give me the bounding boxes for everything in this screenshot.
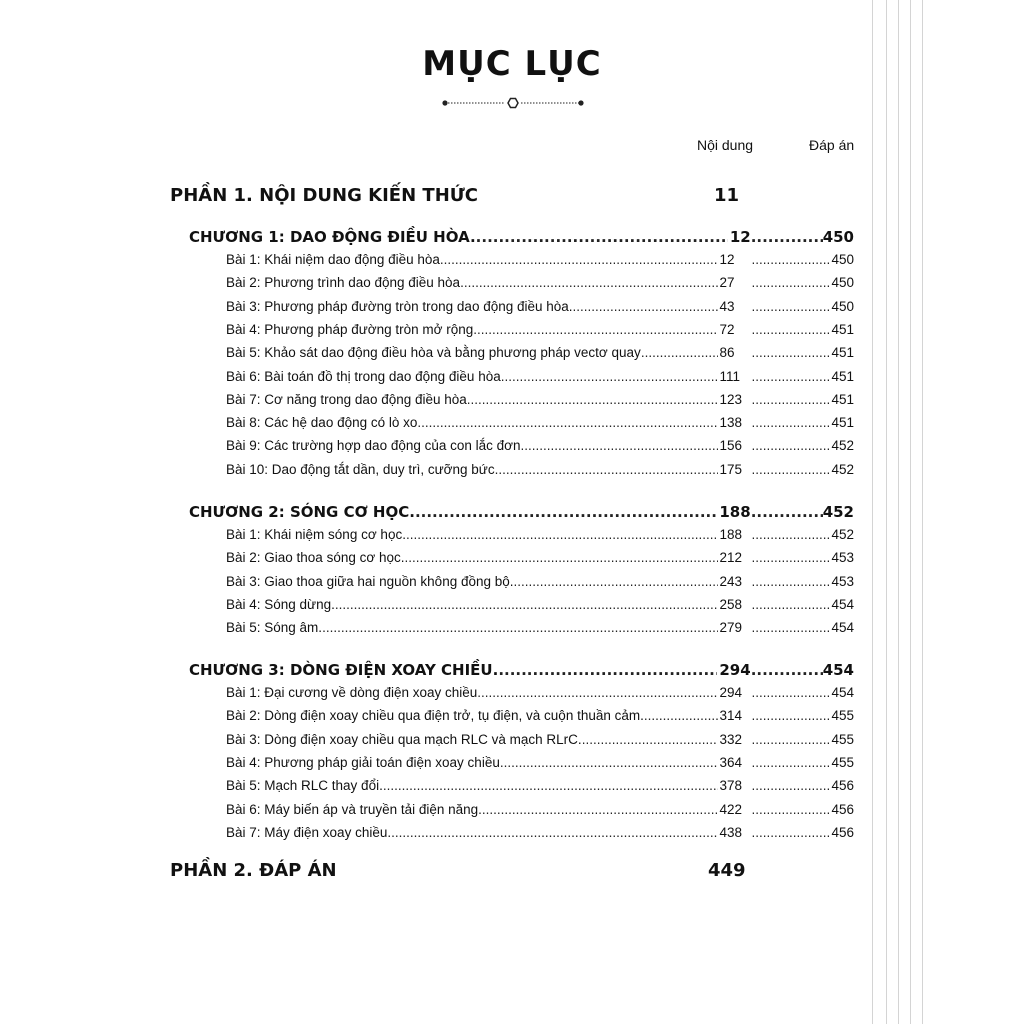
dot-leader xyxy=(476,228,728,246)
lesson-title: Bài 1: Đại cương về dòng điện xoay chiều xyxy=(226,685,478,700)
part-1-page: 11 xyxy=(714,185,740,206)
dot-leader xyxy=(478,802,718,817)
lesson-page: 243 xyxy=(719,573,742,589)
dot-leader xyxy=(391,825,718,840)
lesson-page: 86 xyxy=(719,345,735,361)
chapter-page: 12 xyxy=(729,228,751,246)
lesson-answer-page: 453 xyxy=(831,573,854,589)
lesson-row[interactable] xyxy=(0,299,1024,321)
dot-leader xyxy=(751,732,831,747)
lesson-title: Bài 1: Khái niệm dao động điều hòa xyxy=(226,252,440,267)
lesson-title: Bài 10: Dao động tắt dần, duy trì, cưỡng bức xyxy=(226,461,495,477)
lesson-answer-page: 450 xyxy=(831,275,854,291)
lesson-page: 438 xyxy=(719,824,742,840)
dot-leader xyxy=(751,462,831,477)
lesson-row[interactable] xyxy=(0,369,1024,391)
lesson-answer-page: 451 xyxy=(831,321,854,337)
lesson-title: Bài 4: Phương pháp giải toán điện xoay chiều xyxy=(226,754,500,770)
chapter-row[interactable] xyxy=(0,503,1024,525)
lesson-title: Bài 2: Phương trình dao động điều hòa xyxy=(226,275,461,291)
lesson-answer-page: 455 xyxy=(831,731,854,747)
lesson-answer-page: 453 xyxy=(831,550,854,566)
lesson-page: 364 xyxy=(719,754,742,770)
dot-leader xyxy=(495,462,719,477)
lesson-page: 212 xyxy=(719,550,742,566)
lesson-page: 314 xyxy=(719,708,742,724)
dot-leader xyxy=(751,755,831,770)
lesson-answer-page: 451 xyxy=(831,391,854,407)
dot-leader xyxy=(573,299,719,314)
lesson-answer-page: 452 xyxy=(831,438,854,454)
lesson-row[interactable] xyxy=(0,527,1024,549)
column-header-answers: Đáp án xyxy=(809,137,855,153)
lesson-page: 378 xyxy=(719,778,742,794)
lesson-row[interactable] xyxy=(0,620,1024,642)
chapter-answer-page: 452 xyxy=(822,503,854,521)
lesson-page: 294 xyxy=(719,685,742,700)
lesson-title: Bài 6: Bài toán đồ thị trong dao động điều hòa xyxy=(226,368,501,384)
dot-leader xyxy=(501,369,719,384)
dot-leader xyxy=(751,299,831,314)
lesson-page: 27 xyxy=(719,275,735,291)
lesson-row[interactable] xyxy=(0,550,1024,572)
lesson-row[interactable] xyxy=(0,392,1024,414)
lesson-page: 72 xyxy=(719,321,735,337)
dot-leader xyxy=(460,275,718,290)
lesson-answer-page: 451 xyxy=(831,368,854,384)
lesson-row[interactable] xyxy=(0,732,1024,754)
lesson-title: Bài 1: Khái niệm sóng cơ học. xyxy=(226,527,406,542)
lesson-row[interactable] xyxy=(0,685,1024,707)
part-2-page: 449 xyxy=(708,860,746,881)
lesson-row[interactable] xyxy=(0,778,1024,800)
dot-leader xyxy=(473,322,718,337)
dot-leader xyxy=(641,345,719,360)
lesson-answer-page: 456 xyxy=(831,801,854,817)
lesson-title: Bài 6: Máy biến áp và truyền tải điện năng xyxy=(226,801,479,817)
lesson-answer-page: 454 xyxy=(831,685,854,700)
column-header-content: Nội dung xyxy=(697,137,754,153)
dot-leader xyxy=(751,825,831,840)
part-2-title: PHẦN 2. ĐÁP ÁN xyxy=(170,860,337,881)
lesson-answer-page: 456 xyxy=(831,824,854,840)
dot-leader xyxy=(751,778,831,793)
title-divider-ornament xyxy=(441,96,585,110)
lesson-page: 188 xyxy=(719,527,742,542)
lesson-answer-page: 452 xyxy=(831,527,854,542)
dot-leader xyxy=(751,527,831,542)
lesson-answer-page: 454 xyxy=(831,620,854,636)
dot-leader xyxy=(751,550,831,565)
lesson-title: Bài 5: Sóng âm. xyxy=(226,620,323,636)
dot-leader xyxy=(644,708,719,723)
lesson-answer-page: 450 xyxy=(831,298,854,314)
lesson-row[interactable] xyxy=(0,345,1024,367)
dot-leader xyxy=(751,438,831,453)
lesson-title: Bài 3: Giao thoa giữa hai nguồn không đồng bộ. xyxy=(226,573,514,589)
lesson-title: Bài 3: Phương pháp đường tròn trong dao động điều hòa. xyxy=(226,298,573,314)
lesson-row[interactable] xyxy=(0,252,1024,274)
lesson-row[interactable] xyxy=(0,415,1024,437)
lesson-row[interactable] xyxy=(0,322,1024,344)
dot-leader xyxy=(335,597,719,612)
dot-leader xyxy=(322,620,718,635)
chapter-page: 188 xyxy=(719,503,751,521)
lesson-answer-page: 451 xyxy=(831,345,854,361)
lesson-page: 279 xyxy=(719,620,742,636)
lesson-answer-page: 450 xyxy=(831,252,854,267)
lesson-title: Bài 2: Dòng điện xoay chiều qua điện trở, tụ điện, và cuộn thuần cảm. xyxy=(226,708,644,724)
chapter-title: CHƯƠNG 1: DAO ĐỘNG ĐIỀU HÒA. xyxy=(189,228,476,246)
lesson-title: Bài 4: Phương pháp đường tròn mở rộng xyxy=(226,321,474,337)
lesson-row[interactable] xyxy=(0,708,1024,730)
lesson-row[interactable] xyxy=(0,574,1024,596)
lesson-page: 156 xyxy=(719,438,742,454)
dot-leader xyxy=(751,345,831,360)
lesson-page: 111 xyxy=(719,368,740,384)
lesson-answer-page: 452 xyxy=(831,461,854,477)
dot-leader xyxy=(751,597,831,612)
dot-leader xyxy=(751,369,831,384)
dot-leader xyxy=(751,620,831,635)
lesson-page: 175 xyxy=(719,461,742,477)
dot-leader xyxy=(751,574,831,589)
dot-leader xyxy=(383,778,719,793)
lesson-title: Bài 7: Cơ năng trong dao động điều hòa xyxy=(226,391,467,407)
dot-leader xyxy=(417,415,718,430)
lesson-page: 138 xyxy=(719,415,742,431)
dot-leader xyxy=(582,732,719,747)
chapter-title: CHƯƠNG 3: DÒNG ĐIỆN XOAY CHIỀU. xyxy=(189,661,499,679)
lesson-title: Bài 5: Mạch RLC thay đổi. xyxy=(226,778,383,794)
lesson-page: 258 xyxy=(719,596,742,612)
dot-leader xyxy=(404,550,718,565)
dot-leader xyxy=(500,755,719,770)
lesson-row[interactable] xyxy=(0,462,1024,484)
dot-leader xyxy=(498,661,717,679)
chapter-title: CHƯƠNG 2: SÓNG CƠ HỌC. xyxy=(189,503,415,521)
dot-leader xyxy=(751,708,831,723)
lesson-page: 12 xyxy=(719,252,735,267)
lesson-title: Bài 5: Khảo sát dao động điều hòa và bằng phương pháp vectơ quay xyxy=(226,345,641,361)
chapter-page: 294 xyxy=(719,661,751,679)
lesson-answer-page: 454 xyxy=(831,596,854,612)
chapter-row[interactable] xyxy=(0,228,1024,250)
dot-leader xyxy=(751,802,831,817)
lesson-row[interactable] xyxy=(0,275,1024,297)
dot-leader xyxy=(477,685,718,700)
lesson-page: 123 xyxy=(719,391,742,407)
lesson-answer-page: 451 xyxy=(831,415,854,431)
dot-leader xyxy=(521,438,719,453)
dot-leader xyxy=(514,574,719,589)
dot-leader xyxy=(751,322,831,337)
lesson-title: Bài 8: Các hệ dao động có lò xo xyxy=(226,415,418,431)
lesson-answer-page: 455 xyxy=(831,754,854,770)
dot-leader xyxy=(751,685,831,700)
lesson-page: 422 xyxy=(719,801,742,817)
part-1-title: PHẦN 1. NỘI DUNG KIẾN THỨC xyxy=(170,185,479,206)
dot-leader xyxy=(751,228,823,246)
dot-leader xyxy=(751,415,831,430)
dot-leader xyxy=(751,252,831,267)
dot-leader xyxy=(751,503,823,521)
lesson-title: Bài 7: Máy điện xoay chiều. xyxy=(226,824,392,840)
page-title: MỤC LỤC xyxy=(422,44,602,84)
dot-leader xyxy=(751,275,831,290)
lesson-row[interactable] xyxy=(0,802,1024,824)
dot-leader xyxy=(406,527,719,542)
lesson-answer-page: 456 xyxy=(831,778,854,794)
dot-leader xyxy=(751,392,831,407)
lesson-title: Bài 3: Dòng điện xoay chiều qua mạch RLC và mạch RLrC. xyxy=(226,731,582,747)
lesson-page: 43 xyxy=(719,298,735,314)
chapter-row[interactable] xyxy=(0,661,1024,683)
dot-leader xyxy=(467,392,719,407)
dot-leader xyxy=(440,252,719,267)
chapter-answer-page: 454 xyxy=(822,661,854,679)
lesson-title: Bài 9: Các trường hợp dao động của con lắc đơn xyxy=(226,438,521,454)
lesson-title: Bài 4: Sóng dừng. xyxy=(226,596,335,612)
chapter-answer-page: 450 xyxy=(822,228,854,246)
lesson-row[interactable] xyxy=(0,597,1024,619)
dot-leader xyxy=(751,661,823,679)
lesson-row[interactable] xyxy=(0,755,1024,777)
lesson-answer-page: 455 xyxy=(831,708,854,724)
lesson-title: Bài 2: Giao thoa sóng cơ học. xyxy=(226,550,405,566)
lesson-row[interactable] xyxy=(0,438,1024,460)
lesson-row[interactable] xyxy=(0,825,1024,847)
dot-leader xyxy=(415,503,717,521)
lesson-page: 332 xyxy=(719,731,742,747)
